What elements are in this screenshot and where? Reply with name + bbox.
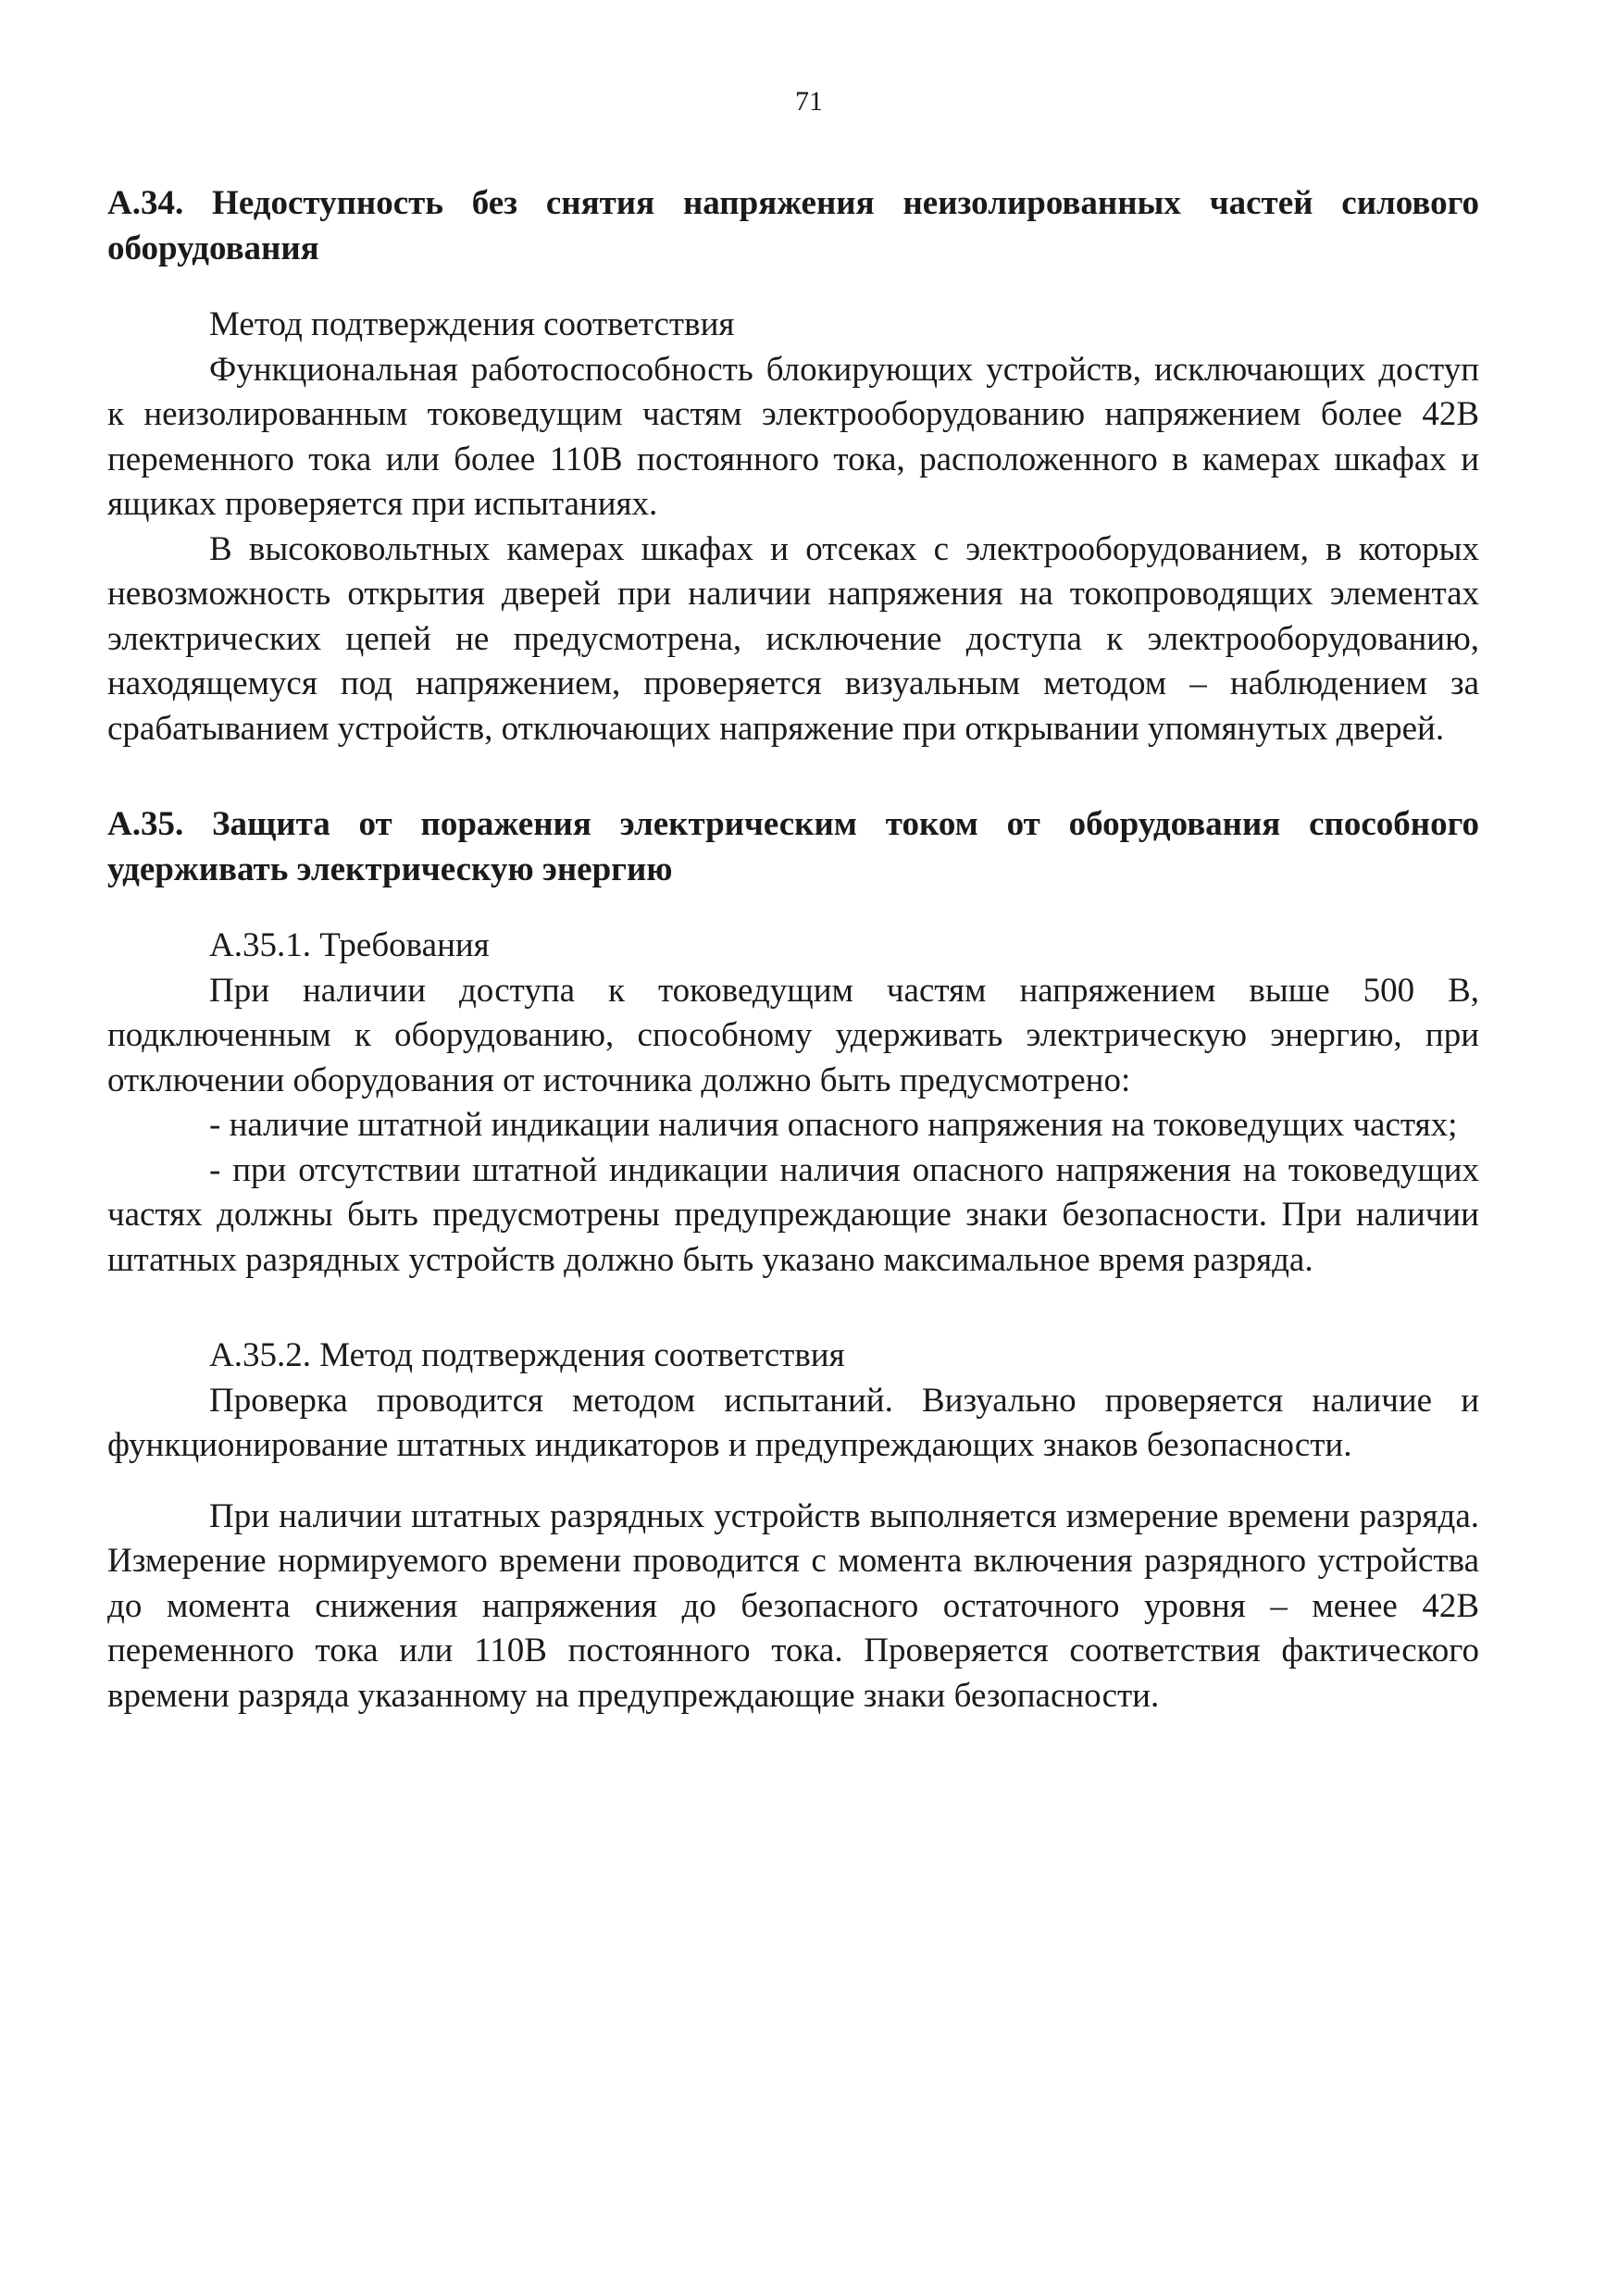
page-number: 71 (795, 86, 823, 117)
section-a35-title: А.35. Защита от поражения электрическим током от оборудования способного удерживать электрическую энергию (107, 805, 1479, 888)
spacer (107, 892, 1479, 924)
section-a35-2-paragraph-2: При наличии штатных разрядных устройств выполняется измерение времени разряда. Измерение нормируемого времени проводится с момента включения разрядного устройства до момента снижения напряжения до безопасного остаточного уровня – менее 42В переменного тока или 110В постоянного тока. Проверяется соответствия фактического времени разряда указанному на предупреждающие знаки безопасности. (107, 1496, 1479, 1715)
section-a35-1-heading: А.35.1. Требования (209, 926, 490, 964)
spacer (107, 1469, 1479, 1495)
section-a34-title: А.34. Недоступность без снятия напряжения неизолированных частей силового оборудования (107, 184, 1479, 267)
spacer (107, 1283, 1479, 1334)
section-a35-2-heading: А.35.2. Метод подтверждения соответствия (209, 1336, 845, 1374)
section-a34-paragraph-1: Функциональная работоспособность блокирующих устройств, исключающих доступ к неизолированным токоведущим частям электрооборудованию напряжением более 42В переменного тока или более 110В постоянного тока, расположенного в камерах шкафах и ящиках проверяется при испытаниях. (107, 350, 1479, 523)
section-a35-2-paragraph-1: Проверка проводится методом испытаний. Визуально проверяется наличие и функционирование штатных индикаторов и предупреждающих знаков безопасности. (107, 1381, 1479, 1464)
section-a34-method-heading: Метод подтверждения соответствия (209, 305, 735, 343)
list-item-warning-signs: - при отсутствии штатной индикации наличия опасного напряжения на токоведущих частях должны быть предусмотрены предупреждающие знаки безопасности. При наличии штатных разрядных устройств должно быть указано максимальное время разряда. (107, 1150, 1479, 1279)
spacer (107, 271, 1479, 303)
page-content (107, 181, 1479, 1719)
section-a34-paragraph-2: В высоковольтных камерах шкафах и отсеках с электрооборудованием, в которых невозможность открытия дверей при наличии напряжения на токопроводящих элементах электрических цепей не предусмотрена, исключение доступа к электрооборудованию, находящемуся под напряжением, проверяется визуальным методом – наблюдением за срабатыванием устройств, отключающих напряжение при открывании упомянутых дверей. (107, 529, 1479, 748)
list-item-indication: - наличие штатной индикации наличия опасного напряжения на токоведущих частях; (209, 1106, 1458, 1144)
section-a35-1-paragraph: При наличии доступа к токоведущим частям напряжением выше 500 В, подключенным к оборудованию, способному удерживать электрическую энергию, при отключении оборудования от источника должно быть предусмотрено: (107, 971, 1479, 1099)
spacer (107, 751, 1479, 802)
